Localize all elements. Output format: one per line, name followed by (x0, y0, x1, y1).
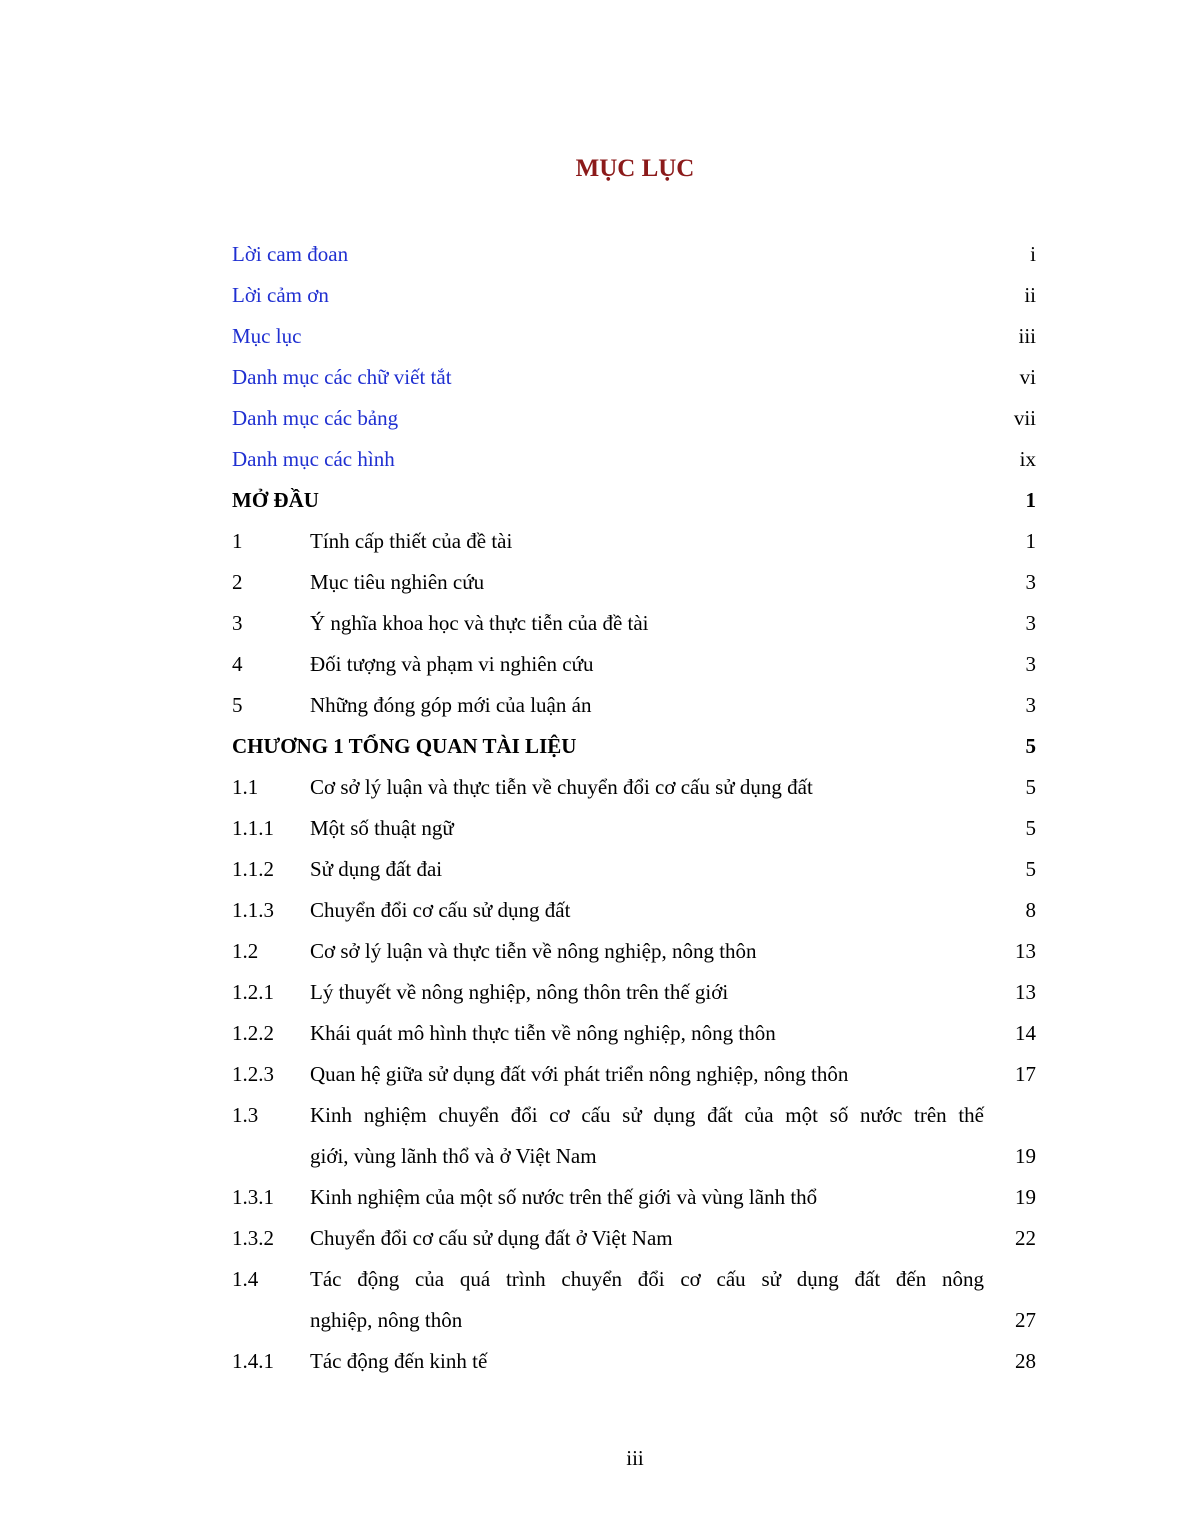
toc-entry (232, 562, 1036, 603)
toc-entry[interactable] (232, 357, 1036, 398)
toc-entry-number: 1.3.1 (232, 1185, 274, 1209)
toc-entry-page: 5 (1025, 816, 1036, 840)
toc-entry (232, 1341, 1036, 1382)
toc-entry (232, 849, 1036, 890)
toc-entry-number: 3 (232, 611, 243, 635)
toc-entry-page: 5 (1025, 857, 1036, 881)
toc-entry-number: 4 (232, 652, 243, 676)
toc-entry (232, 1259, 1036, 1341)
toc-entry-title: Mục tiêu nghiên cứu (310, 570, 485, 594)
toc-entry-page: 3 (1025, 611, 1036, 635)
toc-entry-title: Kinh nghiệm của một số nước trên thế giới và vùng lãnh thổ (310, 1185, 818, 1209)
toc-entry-number: 1.1 (232, 775, 259, 799)
toc-entry (232, 808, 1036, 849)
toc-entry-page: 28 (1015, 1349, 1036, 1373)
toc-entry-title-line1: Kinh nghiệm chuyển đổi cơ cấu sử dụng đất của một số nước trên thế (310, 1103, 984, 1127)
page-number: iii (626, 1446, 644, 1470)
toc-entry-page: 13 (1015, 980, 1036, 1004)
toc-entry-number: 1.1.1 (232, 816, 274, 840)
toc-entry-page: 5 (1025, 775, 1036, 799)
toc-entry-number: 1 (232, 529, 243, 553)
toc-entry-page: 3 (1025, 693, 1036, 717)
toc-entry-title[interactable]: Danh mục các chữ viết tắt (232, 365, 452, 389)
toc-entry[interactable] (232, 398, 1036, 439)
toc-entry-number: 1.2.3 (232, 1062, 274, 1086)
toc-entry-page: ii (1024, 283, 1036, 307)
toc-entry-page: 13 (1015, 939, 1036, 963)
toc-entry-page: iii (1018, 324, 1036, 348)
toc-entry-title-line2: giới, vùng lãnh thổ và ở Việt Nam (310, 1144, 597, 1168)
toc-entry-number: 5 (232, 693, 243, 717)
toc-entry (232, 1177, 1036, 1218)
toc-entry[interactable] (232, 439, 1036, 480)
toc-entry-title: Cơ sở lý luận và thực tiễn về chuyển đổi cơ cấu sử dụng đất (310, 775, 813, 799)
toc-entry-number: 1.2.1 (232, 980, 274, 1004)
toc-entry-title: Lý thuyết về nông nghiệp, nông thôn trên thế giới (310, 980, 729, 1004)
toc-entry (232, 726, 1036, 767)
toc-entry (232, 1054, 1036, 1095)
toc-entry-page: 1 (1025, 529, 1036, 553)
toc-entry-page: 17 (1015, 1062, 1036, 1086)
table-of-contents (232, 234, 1036, 1382)
toc-entry-title: Ý nghĩa khoa học và thực tiễn của đề tài (310, 611, 649, 635)
toc-heading: MỞ ĐẦU (232, 488, 319, 512)
toc-entry-title: Một số thuật ngữ (310, 816, 454, 840)
toc-entry-title-line2: nghiệp, nông thôn (310, 1308, 463, 1332)
toc-entry-page: 5 (1025, 734, 1036, 758)
toc-entry-number: 1.1.2 (232, 857, 274, 881)
toc-entry (232, 931, 1036, 972)
toc-entry-title: Sử dụng đất đai (310, 857, 443, 881)
toc-entry (232, 685, 1036, 726)
toc-entry-number: 1.2.2 (232, 1021, 274, 1045)
toc-entry-page: 22 (1015, 1226, 1036, 1250)
toc-entry-page: 3 (1025, 570, 1036, 594)
toc-entry-page: 19 (1015, 1144, 1036, 1168)
toc-entry-title[interactable]: Danh mục các hình (232, 447, 395, 471)
toc-entry-number: 1.1.3 (232, 898, 274, 922)
toc-entry-title[interactable]: Lời cảm ơn (232, 283, 329, 307)
toc-entry[interactable] (232, 316, 1036, 357)
toc-entry-page: vi (1019, 365, 1036, 389)
toc-entry (232, 1013, 1036, 1054)
toc-entry (232, 480, 1036, 521)
toc-entry-title: Cơ sở lý luận và thực tiễn về nông nghiệp, nông thôn (310, 939, 757, 963)
toc-entry-title (310, 1095, 984, 1177)
toc-entry (232, 890, 1036, 931)
toc-entry-title[interactable]: Mục lục (232, 324, 302, 348)
toc-entry (232, 1095, 1036, 1177)
toc-entry-title[interactable]: Danh mục các bảng (232, 406, 399, 430)
toc-entry-title: Chuyển đổi cơ cấu sử dụng đất ở Việt Nam (310, 1226, 673, 1250)
toc-entry[interactable] (232, 275, 1036, 316)
toc-entry-page: 8 (1025, 898, 1036, 922)
toc-entry-title-line1: Tác động của quá trình chuyển đổi cơ cấu sử dụng đất đến nông (310, 1267, 984, 1291)
toc-entry-title: Quan hệ giữa sử dụng đất với phát triển nông nghiệp, nông thôn (310, 1062, 849, 1086)
toc-entry-page: 27 (1015, 1308, 1036, 1332)
toc-entry-page: 14 (1015, 1021, 1036, 1045)
toc-heading: CHƯƠNG 1 TỔNG QUAN TÀI LIỆU (232, 734, 577, 758)
toc-entry-number: 2 (232, 570, 243, 594)
toc-entry-page: 19 (1015, 1185, 1036, 1209)
toc-entry (232, 1218, 1036, 1259)
toc-entry (232, 767, 1036, 808)
toc-entry (232, 521, 1036, 562)
toc-entry-title[interactable]: Lời cam đoan (232, 242, 349, 266)
toc-entry-page: 3 (1025, 652, 1036, 676)
toc-entry-title (310, 1259, 984, 1341)
toc-entry-number: 1.3 (232, 1103, 259, 1127)
toc-entry[interactable] (232, 234, 1036, 275)
toc-entry-title: Những đóng góp mới của luận án (310, 693, 592, 717)
toc-entry-title: Khái quát mô hình thực tiễn về nông nghiệp, nông thôn (310, 1021, 776, 1045)
toc-entry-number: 1.2 (232, 939, 259, 963)
toc-entry-title: Chuyển đổi cơ cấu sử dụng đất (310, 898, 571, 922)
toc-entry-page: i (1030, 242, 1036, 266)
toc-entry-title: Tác động đến kinh tế (310, 1349, 488, 1373)
toc-entry-number: 1.3.2 (232, 1226, 274, 1250)
toc-entry-page: vii (1013, 406, 1036, 430)
toc-entry-page: 1 (1025, 488, 1036, 512)
toc-entry (232, 644, 1036, 685)
toc-entry (232, 603, 1036, 644)
toc-entry-page: ix (1019, 447, 1036, 471)
toc-entry-title: Đối tượng và phạm vi nghiên cứu (310, 652, 594, 676)
toc-entry-number: 1.4 (232, 1267, 259, 1291)
toc-entry-number: 1.4.1 (232, 1349, 274, 1373)
toc-entry (232, 972, 1036, 1013)
toc-entry-title: Tính cấp thiết của đề tài (310, 529, 513, 553)
page-title: MỤC LỤC (575, 155, 695, 182)
